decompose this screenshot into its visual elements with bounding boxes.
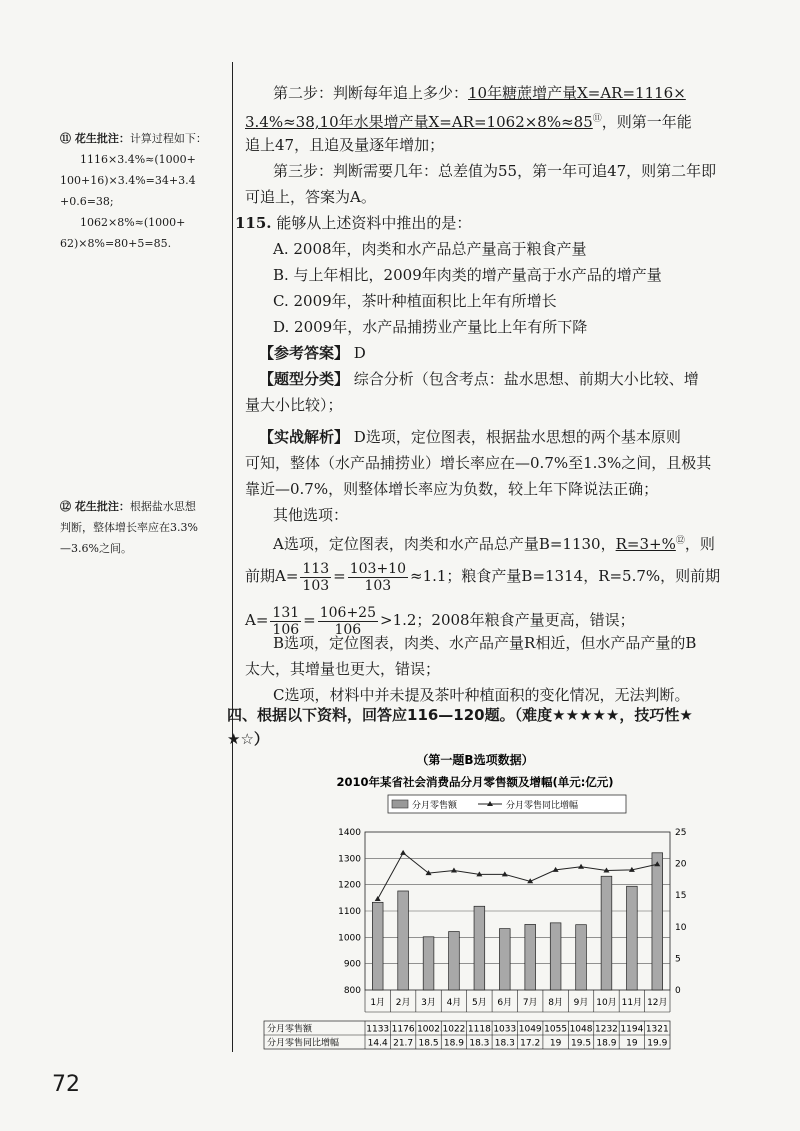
table-row-label: 分月零售同比增幅 xyxy=(267,1038,340,1049)
question-number: 115. xyxy=(235,214,272,232)
section-4-line2: ★☆） xyxy=(227,730,269,748)
gridlines xyxy=(365,858,670,963)
category-label: 12月 xyxy=(647,998,668,1008)
step2-text: ，则第一年能 xyxy=(601,113,692,131)
note-label: ⑪ 花生批注： xyxy=(60,132,130,145)
left-tick-label: 1000 xyxy=(338,933,361,944)
table-row-label: 分月零售额 xyxy=(267,1024,313,1035)
legend-label: 分月零售额 xyxy=(412,801,458,811)
table-cell: 1176 xyxy=(391,1024,415,1035)
answer-value: D xyxy=(353,344,366,362)
table-cell: 1033 xyxy=(493,1024,517,1035)
right-tick-label: 20 xyxy=(675,859,687,870)
numerator: 131 xyxy=(272,604,300,621)
option-c: C. 2009年，茶叶种植面积比上年有所增长 xyxy=(273,292,557,310)
optA-text: ，则 xyxy=(684,535,715,553)
analysis-line3: 靠近—0.7%，则整体增长率应为负数，较上年下降说法正确； xyxy=(245,480,659,498)
table-cell: 1022 xyxy=(442,1024,466,1035)
left-tick-label: 1100 xyxy=(338,907,361,917)
line-marker xyxy=(578,864,584,869)
table-cell: 18.9 xyxy=(596,1038,617,1049)
table-cell: 1133 xyxy=(366,1024,390,1035)
right-axis-ticks xyxy=(675,828,687,996)
table-cell: 18.5 xyxy=(418,1038,439,1049)
left-axis-ticks xyxy=(338,828,361,996)
optA-text: A选项，定位图表，肉类和水产品总产量B=1130， xyxy=(273,535,616,553)
note-line: 判断，整体增长率应在3.3% xyxy=(60,521,198,534)
table-cell: 1194 xyxy=(620,1024,644,1035)
bar xyxy=(398,891,409,990)
bar xyxy=(601,876,612,990)
optB-line1: B选项，定位图表，肉类、水产品产量R相近，但水产品产量的B xyxy=(273,634,697,652)
legend-bar-swatch xyxy=(392,800,408,808)
option-b: B. 与上年相比，2009年肉类的增产量高于水产品的增产量 xyxy=(273,266,662,284)
note-line: 1116×3.4%≈(1000+ xyxy=(80,153,196,166)
step2-underlined: 10年糖蔗增产量X=AR=1116× xyxy=(468,84,686,102)
note-line: 100+16)×3.4%=34+3.4 xyxy=(60,174,196,187)
right-tick-label: 15 xyxy=(675,891,687,902)
optA-text: >1.2；2008年粮食产量更高，错误； xyxy=(380,611,635,629)
right-tick-label: 0 xyxy=(675,986,681,996)
bar xyxy=(449,932,460,990)
table-cell: 1049 xyxy=(518,1024,542,1035)
numerator: 113 xyxy=(302,560,330,577)
left-tick-label: 1400 xyxy=(338,828,361,838)
step2-underlined: 3.4%≈38,10年水果增产量X=AR=1062×8%≈85 xyxy=(245,113,593,131)
option-a: A. 2008年，肉类和水产品总产量高于粮食产量 xyxy=(273,240,587,258)
optA-text: ≈1.1；粮食产量B=1314，R=5.7%，则前期 xyxy=(410,567,721,585)
optA-text: 前期A= xyxy=(245,567,299,585)
analysis-text: D选项，定位图表，根据盐水思想的两个基本原则 xyxy=(353,428,681,446)
line-markers xyxy=(375,850,661,901)
denominator: 103 xyxy=(302,577,330,594)
left-tick-label: 900 xyxy=(343,959,361,970)
table-cell: 1321 xyxy=(645,1024,669,1035)
other-options: 其他选项： xyxy=(273,506,349,524)
bar xyxy=(525,924,536,990)
analysis-label: 【实战解析】 xyxy=(259,428,350,446)
left-tick-label: 1300 xyxy=(338,854,361,865)
left-tick-label: 1200 xyxy=(338,880,361,891)
category-label: 8月 xyxy=(548,998,563,1008)
category-label: 2月 xyxy=(395,998,411,1008)
optA-underlined: R=3+% xyxy=(615,535,676,553)
table-cell: 19.5 xyxy=(571,1038,592,1049)
table-cell: 19 xyxy=(549,1038,562,1049)
step3-line2: 可追上，答案为A。 xyxy=(245,188,376,206)
equals: = xyxy=(303,611,316,629)
note-line: 1062×8%≈(1000+ xyxy=(80,216,186,229)
table-cell: 1232 xyxy=(595,1024,618,1035)
bar xyxy=(627,886,638,990)
line-marker xyxy=(375,896,381,901)
note-line: +0.6=38; xyxy=(60,195,114,208)
note-line: 62)×8%=80+5=85. xyxy=(60,237,172,250)
table-cell: 1055 xyxy=(544,1024,568,1035)
table-cell: 14.4 xyxy=(367,1038,388,1049)
bar xyxy=(423,937,434,990)
left-tick-label: 800 xyxy=(343,986,361,996)
step3-line1: 第三步：判断需要几年：总差值为55，第一年可追47，则第二年即 xyxy=(273,162,717,180)
table-cell: 18.3 xyxy=(469,1038,490,1049)
bar xyxy=(576,925,587,990)
line-marker xyxy=(400,850,406,855)
table-cell: 17.2 xyxy=(520,1038,541,1049)
category-label: 7月 xyxy=(522,998,538,1008)
denominator: 106 xyxy=(334,621,362,638)
table-cell: 21.7 xyxy=(393,1038,414,1049)
optA-text: A= xyxy=(245,611,269,629)
analysis-line2: 可知，整体（水产品捕捞业）增长率应在—0.7%至1.3%之间，且极其 xyxy=(245,454,712,472)
chart-title: 2010年某省社会消费品分月零售额及增幅(单元:亿元) xyxy=(336,775,614,789)
answer-label: 【参考答案】 xyxy=(259,344,350,362)
table-cell: 1118 xyxy=(467,1024,491,1035)
page-number: 72 xyxy=(52,1072,80,1097)
table-cell: 18.9 xyxy=(443,1038,464,1049)
legend-label: 分月零售同比增幅 xyxy=(506,801,579,811)
table-cell: 19.9 xyxy=(647,1038,668,1049)
right-tick-label: 25 xyxy=(675,828,687,838)
bar xyxy=(499,929,510,990)
right-tick-label: 10 xyxy=(675,922,687,933)
type-text: 综合分析（包含考点：盐水思想、前期大小比较、增 xyxy=(353,370,699,388)
footnote-ref: ⑫ xyxy=(675,536,685,546)
category-label: 9月 xyxy=(573,998,589,1008)
category-label: 3月 xyxy=(421,998,436,1008)
note-line: 计算过程如下： xyxy=(129,132,207,145)
category-label: 4月 xyxy=(446,998,462,1008)
table-cell: 1002 xyxy=(417,1024,440,1035)
category-label: 11月 xyxy=(621,998,643,1008)
bar xyxy=(372,902,383,990)
note-line: 根据盐水思想 xyxy=(129,500,196,513)
section-4-line1: 四、根据以下资料，回答应116—120题。（难度★★★★★，技巧性★ xyxy=(227,706,693,724)
category-labels xyxy=(365,990,670,1012)
category-label: 10月 xyxy=(596,998,617,1008)
optB-line2: 太大，其增量也更大，错误； xyxy=(245,660,441,678)
bar xyxy=(550,923,561,990)
category-label: 1月 xyxy=(370,998,386,1008)
numerator: 103+10 xyxy=(349,560,406,577)
footnote-ref: ⑪ xyxy=(592,114,602,124)
chart-caption: （第一题B选项数据） xyxy=(416,753,534,767)
bar xyxy=(652,853,663,990)
denominator: 106 xyxy=(272,621,300,638)
step2-text: 第二步：判断每年追上多少： xyxy=(273,84,469,102)
category-label: 5月 xyxy=(472,998,487,1008)
optC-line: C选项，材料中并未提及茶叶种植面积的变化情况，无法判断。 xyxy=(273,686,690,704)
table-cell: 19 xyxy=(626,1038,638,1049)
type-line2: 量大小比较）； xyxy=(245,396,343,414)
growth-line xyxy=(378,853,658,899)
category-label: 6月 xyxy=(497,998,513,1008)
table-cell: 1048 xyxy=(569,1024,593,1035)
type-label: 【题型分类】 xyxy=(259,370,350,388)
right-tick-label: 5 xyxy=(675,954,681,965)
denominator: 103 xyxy=(364,577,392,594)
equals: = xyxy=(333,567,346,585)
table-cell: 18.3 xyxy=(494,1038,515,1049)
option-d: D. 2009年，水产品捕捞业产量比上年有所下降 xyxy=(273,318,588,336)
question-text: 能够从上述资料中推出的是： xyxy=(276,214,472,232)
note-line: —3.6%之间。 xyxy=(60,542,132,555)
numerator: 106+25 xyxy=(319,604,376,621)
note-label: ⑫ 花生批注： xyxy=(60,500,130,513)
bar xyxy=(474,906,485,990)
step2-line3: 追上47，且追及量逐年增加； xyxy=(245,136,445,154)
bars-group xyxy=(372,853,662,990)
data-table xyxy=(264,1021,670,1049)
line-marker xyxy=(451,868,457,873)
